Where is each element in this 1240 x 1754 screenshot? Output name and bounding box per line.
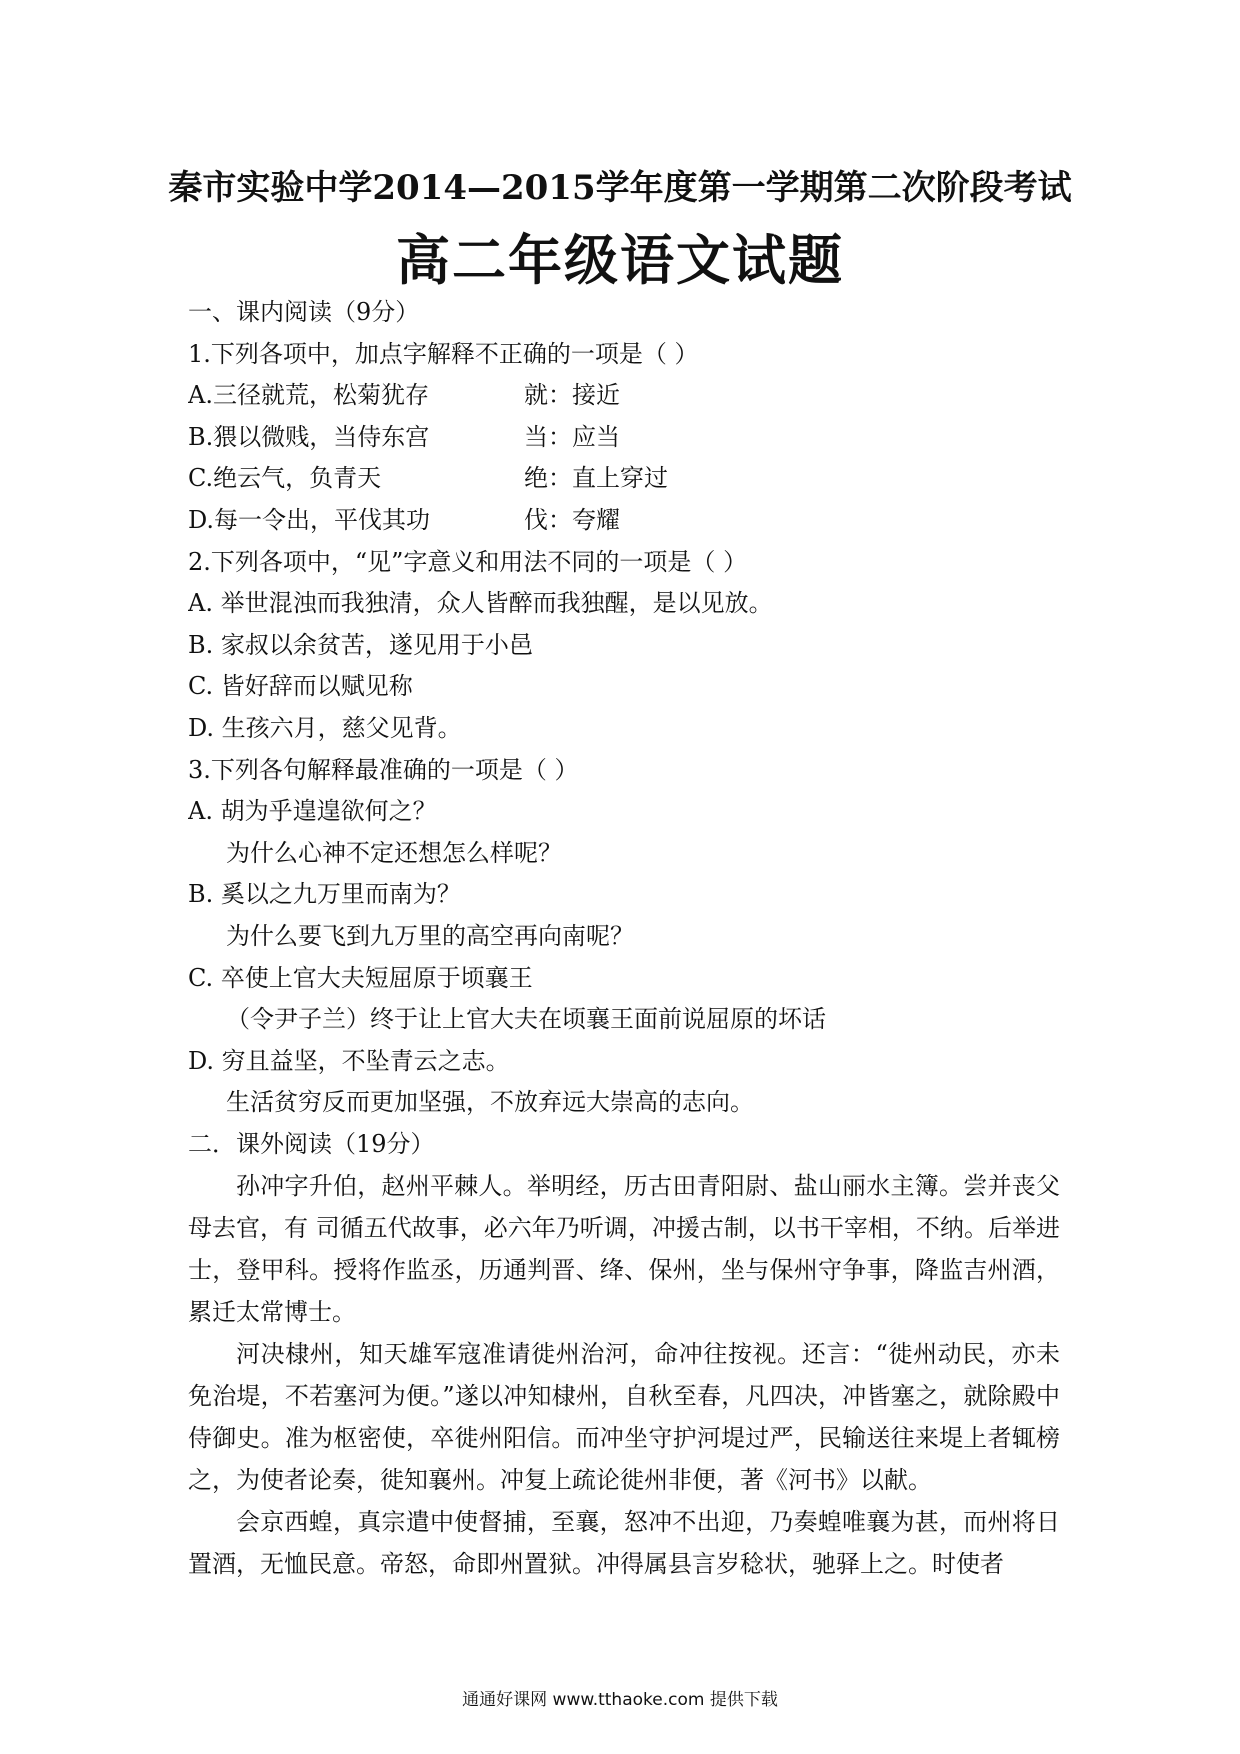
passage-paragraph-1: 孙冲字升伯，赵州平棘人。举明经，历古田青阳尉、盐山丽水主簿。尝并丧父母去官，有 司循五代故事，必六年乃听调，冲援古制，以书干宰相，不纳。后举进士，登甲科。授将作监丞，历通判晋、绛、保州，坐与保州守争事，降监吉州酒，累迁太常博士。 [188,1172,1060,1327]
question-1-stem: 1.下列各项中，加点字解释不正确的一项是（ ） [188,339,699,368]
q3-option-b-sentence: B. 奚以之九万里而南为？ [188,880,461,909]
question-3-stem: 3.下列各句解释最准确的一项是（ ） [188,755,579,784]
q3-option-a-sentence: A. 胡为乎遑遑欲何之？ [188,797,437,826]
exam-content [188,292,1060,1585]
q3-option-c-explain: （令尹子兰）终于让上官大夫在顷襄王面前说屈原的坏话 [226,1005,826,1034]
q1-option-d-explain: 伐：夸耀 [524,505,620,534]
q1-option-d-sentence: D.每一令出，平伐其功 [188,505,431,534]
q2-option-a: A. 举世混浊而我独清，众人皆醉而我独醒，是以见放。 [188,589,773,618]
passage-paragraph-2: 河决棣州，知天雄军寇准请徙州治河，命冲往按视。还言：“徙州动民，亦未免治堤，不若塞河为便。”遂以冲知棣州，自秋至春，凡四决，冲皆塞之，就除殿中侍御史。准为枢密使，卒徙州阳信。而冲坐守护河堤过严，民输送往来堤上者辄榜之，为使者论奏，徙知襄州。冲复上疏论徙州非便，著《河书》以献。 [188,1340,1060,1495]
question-2-stem: 2.下列各项中，“见”字意义和用法不同的一项是（ ） [188,547,748,576]
passage-paragraph-3: 会京西蝗，真宗遣中使督捕，至襄，怒冲不出迎，乃奏蝗唯襄为甚，而州将日置酒，无恤民意。帝怒，命即州置狱。冲得属县言岁稔状，驰驿上之。时使者 [188,1508,1060,1579]
q1-option-a [188,375,1060,417]
section2-heading: 二．课外阅读（19分） [188,1129,435,1158]
q2-option-d: D. 生孩六月，慈父见背。 [188,713,462,742]
q1-option-b-explain: 当：应当 [524,422,620,451]
q1-option-b [188,417,1060,459]
section1-heading: 一、课内阅读（9分） [188,298,420,326]
q3-option-d-explain: 生活贫穷反而更加坚强，不放弃远大崇高的志向。 [226,1088,754,1117]
footer-download-note: 通通好课网 www.tthaoke.com 提供下载 [462,1690,778,1710]
q1-option-b-sentence: B.猥以微贱，当侍东宫 [188,422,430,451]
q2-option-b: B. 家叔以余贫苦，遂见用于小邑 [188,630,533,659]
q1-option-c [188,458,1060,500]
q1-option-a-explain: 就：接近 [524,381,620,410]
q1-option-c-sentence: C.绝云气，负青天 [188,464,382,493]
exam-title: 高二年级语文试题 [396,228,844,292]
q1-option-d [188,500,1060,542]
q3-option-a-explain: 为什么心神不定还想怎么样呢？ [226,838,562,867]
q3-option-c-sentence: C. 卒使上官大夫短屈原于顷襄王 [188,963,533,992]
q1-option-c-explain: 绝：直上穿过 [524,464,668,493]
q3-option-d-sentence: D. 穷且益坚，不坠青云之志。 [188,1046,510,1075]
q3-option-b-explain: 为什么要飞到九万里的高空再向南呢？ [226,921,634,950]
q2-option-c: C. 皆好辞而以赋见称 [188,672,413,701]
school-title: 秦市实验中学2014—2015学年度第一学期第二次阶段考试 [168,168,1072,208]
q1-option-a-sentence: A.三径就荒，松菊犹存 [188,381,429,410]
